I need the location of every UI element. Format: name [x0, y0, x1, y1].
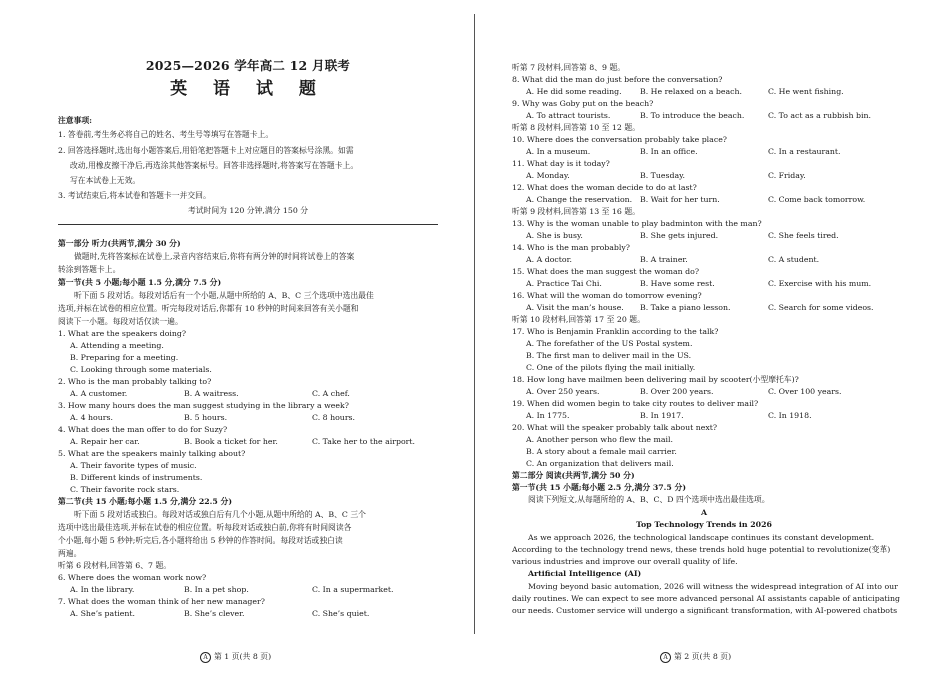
paper-version-mark: A	[660, 652, 671, 663]
sec2-desc-cont3: 两遍。	[58, 549, 82, 558]
sec1-desc: 听下面 5 段对话。每段对话后有一个小题,从题中所给的 A、B、C 三个选项中选出最佳	[74, 291, 374, 300]
option: A. Their favorite types of music.	[70, 461, 197, 470]
material-10: 听第 10 段材料,回答第 17 至 20 题。	[512, 315, 645, 324]
material-6: 听第 6 段材料,回答第 6、7 题。	[58, 561, 172, 570]
part2-title: 第二部分 阅读(共两节,满分 50 分)	[512, 471, 635, 480]
option: B. Have some rest.	[640, 279, 715, 288]
page-number: 第 1 页(共 8 页)	[214, 652, 272, 661]
option: A. Change the reservation.	[526, 195, 633, 204]
option: A. A doctor.	[526, 255, 572, 264]
option: B. To introduce the beach.	[640, 111, 745, 120]
time-note: 考试时间为 120 分钟,满分 150 分	[187, 206, 309, 215]
passage-label: A	[700, 508, 708, 517]
question-14: 14. Who is the man probably?	[512, 243, 630, 252]
question-13: 13. Why is the woman unable to play badminton with the man?	[512, 219, 762, 228]
option: C. A chef.	[312, 389, 350, 398]
option: A. Over 250 years.	[526, 387, 600, 396]
option: C. To act as a rubbish bin.	[768, 111, 872, 120]
material-8: 听第 8 段材料,回答第 10 至 12 题。	[512, 123, 640, 132]
column-divider	[474, 14, 475, 634]
option: B. In an office.	[640, 147, 698, 156]
option: B. 5 hours.	[184, 413, 228, 422]
option: A. She’s patient.	[70, 609, 136, 618]
sec1-desc-cont: 选项,并标在试卷的相应位置。听完每段对话后,你都有 10 秒钟的时间来回答有关小题和	[58, 304, 359, 313]
part1-desc-cont: 转涂到答题卡上。	[58, 265, 121, 274]
notice-item-2: 2. 回答选择题时,选出每小题答案后,用铅笔把答题卡上对应题目的答案标号涂黑。如需	[58, 146, 354, 155]
question-10: 10. Where does the conversation probably take place?	[512, 135, 727, 144]
question-6: 6. Where does the woman work now?	[58, 573, 207, 582]
notice-item-3: 3. 考试结束后,将本试卷和答题卡一并交回。	[58, 191, 211, 200]
question-9: 9. Why was Goby put on the beach?	[512, 99, 654, 108]
passage-title: Top Technology Trends in 2026	[636, 520, 772, 529]
option: B. A waitress.	[184, 389, 239, 398]
option: C. Search for some videos.	[768, 303, 874, 312]
option: B. She’s clever.	[184, 609, 245, 618]
sec1-title: 第一节(共 5 小题;每小题 1.5 分,满分 7.5 分)	[58, 278, 222, 287]
material-7: 听第 7 段材料,回答第 8、9 题。	[512, 63, 626, 72]
passage-paragraph: various industries and improve our overall quality of life.	[512, 557, 738, 566]
sec1-desc-cont2: 阅读下一小题。每段对话仅读一遍。	[58, 317, 183, 326]
part1-title: 第一部分 听力(共两节,满分 30 分)	[58, 239, 181, 248]
question-5: 5. What are the speakers mainly talking about?	[58, 449, 246, 458]
option: A. Practice Tai Chi.	[526, 279, 602, 288]
passage-subheading: Artificial Intelligence (AI)	[528, 569, 642, 578]
option: C. In 1918.	[768, 411, 812, 420]
question-2: 2. Who is the man probably talking to?	[58, 377, 212, 386]
option: C. In a supermarket.	[312, 585, 394, 594]
question-11: 11. What day is it today?	[512, 159, 610, 168]
notice-item-2-cont2: 写在本试卷上无效。	[70, 176, 141, 185]
option: A. The forefather of the US Postal system.	[526, 339, 693, 348]
option: C. Over 100 years.	[768, 387, 842, 396]
option: B. Tuesday.	[640, 171, 686, 180]
option: B. In 1917.	[640, 411, 684, 420]
question-12: 12. What does the woman decide to do at last?	[512, 183, 697, 192]
option: C. She’s quiet.	[312, 609, 370, 618]
question-19: 19. When did women begin to take city routes to deliver mail?	[512, 399, 759, 408]
option: B. She gets injured.	[640, 231, 719, 240]
option: B. A trainer.	[640, 255, 688, 264]
passage-paragraph: Moving beyond basic automation, 2026 will witness the widespread integration of AI into our	[528, 582, 898, 591]
option: B. A story about a female mail carrier.	[526, 447, 677, 456]
option: C. One of the pilots flying the mail initially.	[526, 363, 696, 372]
part2-sec1-title: 第一节(共 15 小题;每小题 2.5 分,满分 37.5 分)	[512, 483, 687, 492]
option: A. Another person who flew the mail.	[526, 435, 674, 444]
question-18: 18. How long have mailmen been delivering mail by scooter(小型摩托车)?	[512, 375, 799, 384]
option: C. Come back tomorrow.	[768, 195, 866, 204]
option: B. The first man to deliver mail in the US.	[526, 351, 692, 360]
option: A. To attract tourists.	[526, 111, 611, 120]
option: A. He did some reading.	[526, 87, 622, 96]
notice-title: 注意事项:	[58, 116, 93, 125]
option: A. Attending a meeting.	[70, 341, 164, 350]
question-7: 7. What does the woman think of her new manager?	[58, 597, 265, 606]
page-footer-left	[200, 651, 271, 663]
notice-item-2-cont: 改动,用橡皮擦干净后,再选涂其他答案标号。回答非选择题时,将答案写在答题卡上。	[70, 161, 359, 170]
option: C. In a restaurant.	[768, 147, 841, 156]
sec2-desc: 听下面 5 段对话或独白。每段对话或独白后有几个小题,从题中所给的 A、B、C 三个	[74, 510, 366, 519]
option: A. In the library.	[70, 585, 135, 594]
option: C. Looking through some materials.	[70, 365, 212, 374]
paper-version-mark: A	[200, 652, 211, 663]
part2-sec1-desc: 阅读下列短文,从每题所给的 A、B、C、D 四个选项中选出最佳选项。	[528, 495, 770, 504]
option: C. Take her to the airport.	[312, 437, 415, 446]
section-rule	[58, 224, 438, 225]
option: B. Over 200 years.	[640, 387, 714, 396]
question-20: 20. What will the speaker probably talk about next?	[512, 423, 718, 432]
question-4: 4. What does the man offer to do for Suzy?	[58, 425, 228, 434]
question-17: 17. Who is Benjamin Franklin according to the talk?	[512, 327, 719, 336]
passage-paragraph: As we approach 2026, the technological landscape continues its constant development.	[528, 533, 875, 542]
page-number: 第 2 页(共 8 页)	[674, 652, 732, 661]
question-15: 15. What does the man suggest the woman do?	[512, 267, 699, 276]
option: C. An organization that delivers mail.	[526, 459, 674, 468]
option: A. Repair her car.	[70, 437, 140, 446]
question-8: 8. What did the man do just before the conversation?	[512, 75, 723, 84]
option: C. He went fishing.	[768, 87, 844, 96]
passage-paragraph: According to the technology trend news, these trends hold huge potential to revolutionize(变革)	[512, 545, 891, 554]
question-3: 3. How many hours does the man suggest studying in the library a week?	[58, 401, 349, 410]
option: B. Preparing for a meeting.	[70, 353, 179, 362]
option: A. Visit the man’s house.	[526, 303, 624, 312]
option: B. Wait for her turn.	[640, 195, 720, 204]
option: B. Book a ticket for her.	[184, 437, 278, 446]
sec2-desc-cont2: 个小题,每小题 5 秒钟;听完后,各小题将给出 5 秒钟的作答时间。每段对话或独白读	[58, 536, 343, 545]
option: B. He relaxed on a beach.	[640, 87, 742, 96]
exam-title: 2025—2026 学年高二 12 月联考	[145, 58, 351, 73]
question-1: 1. What are the speakers doing?	[58, 329, 187, 338]
option: A. She is busy.	[526, 231, 583, 240]
question-16: 16. What will the woman do tomorrow evening?	[512, 291, 702, 300]
part1-desc: 做题时,先将答案标在试卷上,录音内容结束后,你将有两分钟的时间将试卷上的答案	[74, 252, 355, 261]
sec2-desc-cont: 选项中选出最佳选项,并标在试卷的相应位置。听每段对话或独白前,你将有时间阅读各	[58, 523, 352, 532]
option: B. In a pet shop.	[184, 585, 249, 594]
option: B. Take a piano lesson.	[640, 303, 731, 312]
option: A. A customer.	[70, 389, 128, 398]
option: A. In a museum.	[526, 147, 591, 156]
sec2-title: 第二节(共 15 小题;每小题 1.5 分,满分 22.5 分)	[58, 497, 233, 506]
option: A. In 1775.	[526, 411, 570, 420]
option: C. Their favorite rock stars.	[70, 485, 180, 494]
option: A. 4 hours.	[70, 413, 113, 422]
passage-paragraph: our needs. Customer service will undergo a significant transformation, with AI-powered chatbots	[512, 606, 898, 615]
option: C. Exercise with his mum.	[768, 279, 872, 288]
option: C. She feels tired.	[768, 231, 839, 240]
option: B. Different kinds of instruments.	[70, 473, 203, 482]
page-footer-right	[660, 651, 731, 663]
option: C. Friday.	[768, 171, 806, 180]
option: C. A student.	[768, 255, 820, 264]
option: A. Monday.	[526, 171, 570, 180]
material-9: 听第 9 段材料,回答第 13 至 16 题。	[512, 207, 640, 216]
passage-paragraph: daily routines. We can expect to see more advanced personal AI assistants capable of anticipating	[512, 594, 900, 603]
option: C. 8 hours.	[312, 413, 356, 422]
notice-item-1: 1. 答卷前,考生务必将自己的姓名、考生号等填写在答题卡上。	[58, 130, 274, 139]
subject-title: 英 语 试 题	[170, 79, 326, 99]
